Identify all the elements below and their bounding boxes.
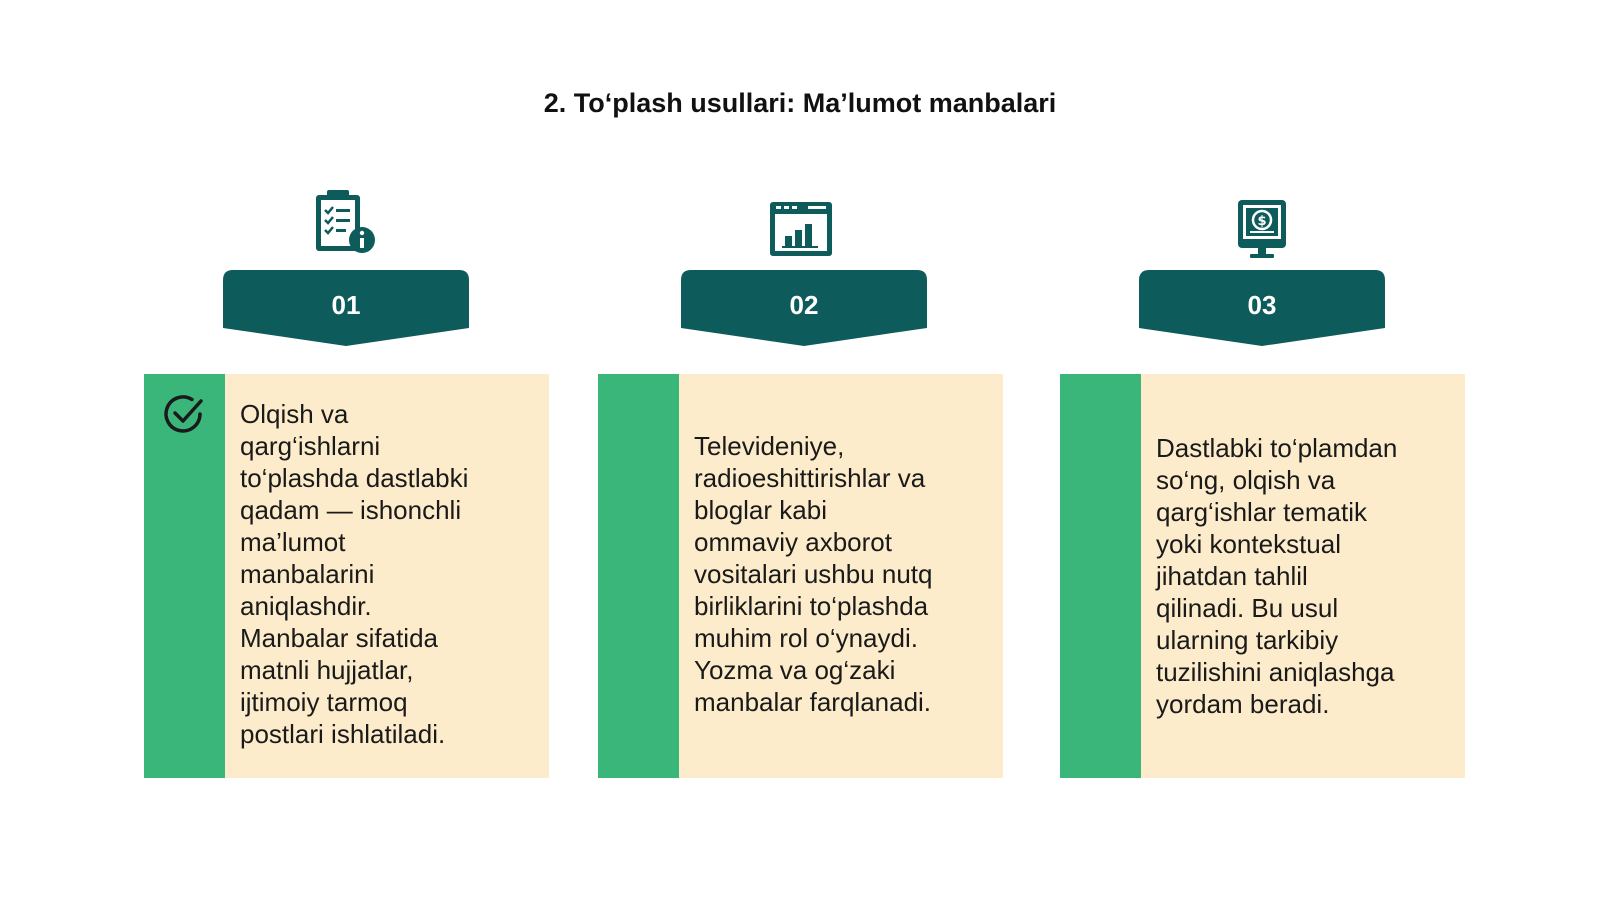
step-badge-02	[681, 270, 927, 350]
check-circle-icon	[162, 392, 206, 441]
clipboard-checklist-info-icon	[312, 188, 380, 256]
step-badge-03	[1139, 270, 1385, 350]
step-number: 02	[789, 290, 819, 320]
card-stripe	[598, 374, 679, 778]
card-text: Olqish va qarg‘ishlarni to‘plashda dastlabki qadam — ishonchli ma’lumot manbalarini aniqlashdir. Manbalar sifatida matnli hujjatlar, ijtimoiy tarmoq postlari ishlatiladi.	[240, 399, 469, 749]
card-stripe	[1060, 374, 1141, 778]
svg-text:$: $	[1257, 214, 1267, 229]
card-stripe	[144, 374, 225, 778]
page-title: 2. To‘plash usullari: Ma’lumot manbalari	[543, 88, 1057, 118]
step-number: 01	[331, 290, 361, 320]
card-text: Dastlabki to‘plamdan so‘ng, olqish va qarg‘ishlar tematik yoki kontekstual jihatdan tahlil qilinadi. Bu usul ularning tarkibiy tuzilishini aniqlashga yordam beradi.	[1156, 433, 1398, 719]
bar-chart-window-icon	[768, 200, 834, 258]
step-number: 03	[1247, 290, 1277, 320]
card-text: Televideniye, radioeshittirishlar va bloglar kabi ommaviy axborot vositalari ushbu nutq birliklarini to‘plashda muhim rol o‘ynaydi. Yozma va og‘zaki manbalar farqlanadi.	[694, 431, 933, 717]
step-badge-01	[223, 270, 469, 350]
dollar-monitor-icon	[1236, 196, 1288, 260]
